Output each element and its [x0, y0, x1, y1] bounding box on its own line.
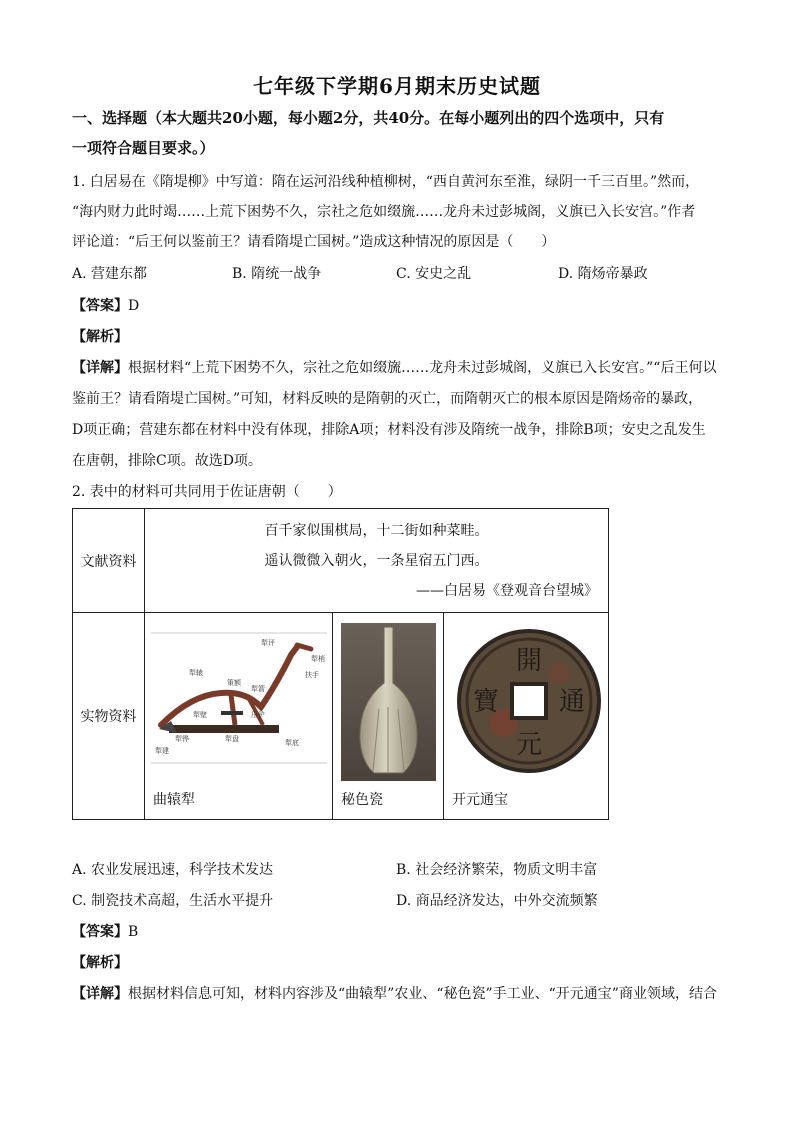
coin-char-bottom: 元: [515, 730, 543, 760]
q2-option-a: A. 农业发展迅速，科学技术发达: [72, 862, 274, 878]
coin-cell: [444, 613, 609, 820]
coin-char-left: 寶: [472, 687, 500, 717]
q1-option-a: A. 营建东都: [72, 266, 148, 282]
section-heading-line1: 一、选择题（本大题共20小题，每小题2分，共40分。在每小题列出的四个选项中，只有: [72, 109, 665, 127]
plow-label-3: 策额: [227, 679, 241, 687]
q2-answer: [72, 921, 732, 943]
q2-answer-label: 【答案】: [72, 924, 128, 940]
coin-char-right: 通: [558, 687, 586, 717]
plow-label-2: 犁梢: [311, 655, 325, 663]
vase-caption: 秘色瓷: [341, 792, 383, 808]
q1-analysis-label: 【解析】: [72, 329, 128, 345]
q2-option-b: B. 社会经济繁荣，物质文明丰富: [396, 862, 598, 878]
q1-answer-label: 【答案】: [72, 298, 128, 314]
coin-caption: 开元通宝: [452, 792, 508, 808]
q2-stem: 2. 表中的材料可共同用于佐证唐朝（ ）: [72, 484, 342, 500]
q1-detail-text1: 根据材料“上荒下困势不久，宗社之危如缀旒……龙舟未过彭城阁，义旗已入长安宫。”“后王何以: [128, 360, 717, 376]
q1-detail-line3: D项正确；营建东都在材料中没有体现，排除A项；材料没有涉及隋统一战争，排除B项；安史之乱发生: [72, 422, 706, 438]
q1-detail-line1: [72, 357, 732, 379]
poem-cell: [145, 509, 609, 613]
plow-label-1: 犁辕: [189, 669, 203, 677]
coin-char-top: 開: [515, 646, 543, 676]
q1-answer-value: D: [128, 298, 140, 314]
poem-line2: 遥认微微入朝火，一条星宿五门西。: [264, 552, 489, 569]
plow-label-8: 犁底: [285, 739, 299, 747]
q1-stem-line3: 评论道：“后王何以鉴前王？请看隋堤亡国树。”造成这种情况的原因是（ ）: [72, 234, 556, 250]
q1-detail-label: 【详解】: [72, 360, 128, 376]
page-title: 七年级下学期6月期末历史试题: [253, 74, 541, 98]
q1-option-d: D. 隋炀帝暴政: [558, 266, 648, 282]
row-label-documents: 文献资料: [73, 509, 145, 613]
q1-stem-line2: “海内财力此时竭……上荒下困势不久，宗社之危如缀旒……龙舟未过彭城阁，义旗已入长安宫。”作者: [72, 204, 696, 220]
vase-cell: [333, 613, 444, 820]
plow-label-0: 犁评: [261, 639, 275, 647]
q2-analysis-label: 【解析】: [72, 955, 128, 971]
q1-option-c: C. 安史之乱: [396, 266, 472, 282]
q1-answer: [72, 295, 732, 317]
q1-option-b: B. 隋统一战争: [232, 266, 322, 282]
curved-plow-image: [151, 625, 327, 775]
kaiyuan-coin-image: [454, 623, 604, 783]
q2-answer-value: B: [128, 924, 139, 940]
poem-line1: 百千家似围棋局，十二街如种菜畦。: [264, 522, 489, 539]
q2-detail-text1: 根据材料信息可知，材料内容涉及“曲辕犁”农业、“秘色瓷”手工业、“开元通宝”商业领域，结合: [128, 986, 717, 1002]
plow-label-7: 犁铧: [175, 735, 189, 743]
q2-detail-label: 【详解】: [72, 986, 128, 1002]
plow-caption: 曲辕犁: [153, 792, 195, 808]
plow-label-4: 犁箭: [251, 685, 265, 693]
plow-label-9: 犁建: [155, 747, 169, 755]
q1-detail-line4: 在唐朝，排除C项。故选D项。: [72, 453, 262, 469]
section-heading-line2: 一项符合题目要求。）: [72, 139, 215, 157]
q2-detail-line1: [72, 983, 732, 1005]
material-table: [72, 508, 609, 820]
plow-cell: [145, 613, 333, 820]
q1-stem-line1: 1. 白居易在《隋堤柳》中写道：隋在运河沿线种植柳树，“西自黄河东至淮，绿阴一千三百里。”然而，: [72, 174, 700, 190]
q2-option-d: D. 商品经济发达，中外交流频繁: [396, 893, 598, 909]
plow-label-10: 犁盘: [225, 735, 239, 743]
plow-label-5: 犁壁: [193, 711, 207, 719]
q1-detail-line2: 鉴前王？请看隋堤亡国树。”可知，材料反映的是隋朝的灭亡，而隋朝灭亡的根本原因是隋炀帝的暴政，: [72, 391, 703, 407]
plow-label-11: 扶手: [305, 671, 319, 679]
poem-source: ——白居易《登观音台望城》: [416, 582, 598, 599]
q2-option-c: C. 制瓷技术高超，生活水平提升: [72, 893, 274, 909]
plow-label-6: 压铲: [251, 711, 265, 719]
row-label-artifacts: 实物资料: [73, 613, 145, 820]
celadon-vase-image: [341, 623, 436, 781]
